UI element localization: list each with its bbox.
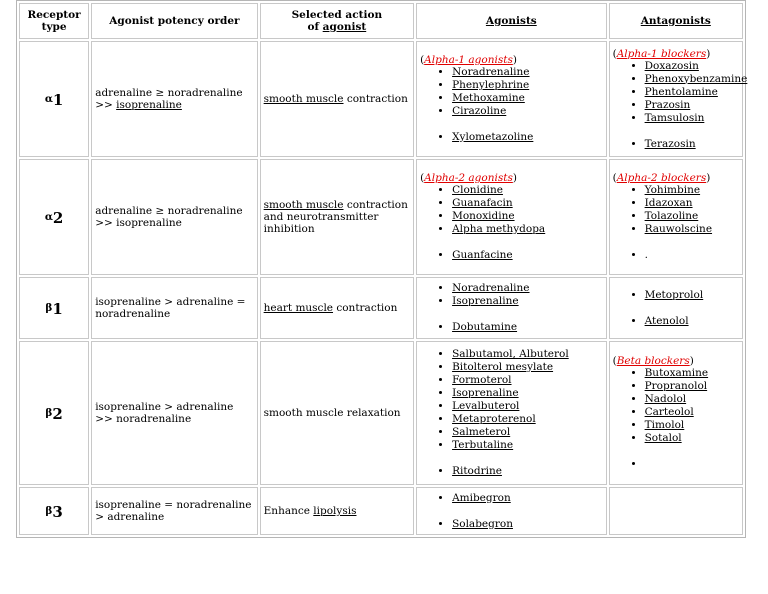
header-agonist-potency: Agonist potency order <box>91 3 257 39</box>
agonist-item-link[interactable]: Levalbuterol <box>452 400 520 412</box>
list-item <box>452 79 603 92</box>
antagonist-category-link[interactable]: Beta blockers <box>616 355 690 367</box>
list-item <box>645 315 739 328</box>
agonist-spacer <box>420 452 603 465</box>
agonist-category-close: ) <box>512 172 517 184</box>
list-item <box>645 432 739 445</box>
list-item <box>452 400 603 413</box>
agonist-item-link[interactable]: Salbutamol, Albuterol <box>452 348 569 360</box>
antagonist-item-link[interactable]: Yohimbine <box>644 184 701 196</box>
receptor-symbol: β <box>45 301 53 314</box>
list-item <box>645 60 739 73</box>
list-item <box>645 393 739 406</box>
antagonist-category-open: ( <box>612 47 617 60</box>
antagonist-extra-list <box>613 315 739 328</box>
agonist-item-link[interactable]: Cirazoline <box>452 105 507 117</box>
header-selected-action-prefix: of <box>307 21 323 33</box>
list-item <box>645 138 739 151</box>
antagonist-item-link[interactable]: Nadolol <box>644 393 687 405</box>
antagonist-category-close: ) <box>689 355 694 367</box>
agonists-cell <box>416 41 607 157</box>
agonist-spacer <box>420 236 603 249</box>
antagonists-header-link[interactable]: Antagonists <box>640 15 711 27</box>
agonist-item-link[interactable]: Formoterol <box>452 374 512 386</box>
antagonist-list <box>613 289 739 302</box>
potency-cell <box>91 41 257 157</box>
potency-cell <box>91 341 257 485</box>
header-agonists[interactable] <box>416 3 607 39</box>
antagonist-spacer <box>613 445 739 458</box>
list-item <box>452 92 603 105</box>
antagonist-extra-list <box>613 458 739 471</box>
agonist-item-link[interactable]: Terbutaline <box>452 439 514 451</box>
agonist-item-link[interactable]: Monoxidine <box>452 210 515 222</box>
list-item <box>645 458 739 471</box>
potency-link[interactable]: isoprenaline <box>116 99 182 111</box>
agonist-category-link[interactable]: Alpha-2 agonists <box>424 172 513 184</box>
antagonist-item-link[interactable]: Metoprolol <box>644 288 704 301</box>
list-item <box>452 413 603 426</box>
agonist-link[interactable]: agonist <box>322 21 367 33</box>
list-item <box>452 321 603 334</box>
list-item <box>645 367 739 380</box>
agonist-extra-list <box>420 131 603 144</box>
agonist-item-link[interactable]: Isoprenaline <box>452 387 519 399</box>
receptor-subscript: 2 <box>52 404 63 423</box>
list-item <box>645 223 739 236</box>
list-item <box>452 210 603 223</box>
potency-cell <box>91 159 257 275</box>
list-item <box>452 105 603 118</box>
agonist-item-link[interactable]: Methoxamine <box>452 92 525 104</box>
agonist-spacer <box>420 505 603 518</box>
antagonist-category <box>613 355 739 367</box>
antagonists-cell <box>609 277 743 339</box>
receptor-symbol: β <box>45 406 53 419</box>
agonists-cell <box>416 159 607 275</box>
agonist-item-link[interactable]: Phenylephrine <box>452 79 530 91</box>
list-item <box>645 289 739 302</box>
agonist-list <box>420 184 603 236</box>
header-selected-action-line1: Selected action <box>291 9 383 21</box>
antagonists-cell <box>609 159 743 275</box>
antagonist-item-link[interactable]: Sotalol <box>644 432 682 444</box>
list-item <box>452 426 603 439</box>
agonist-item-link[interactable]: Noradrenaline <box>452 66 530 78</box>
antagonist-spacer <box>613 302 739 315</box>
antagonist-category-open: ( <box>612 355 617 367</box>
agonist-item-link[interactable]: Amibegron <box>452 491 511 504</box>
antagonist-extra-list <box>613 249 739 262</box>
list-item <box>645 380 739 393</box>
receptor-symbol: α <box>44 92 53 105</box>
action-text: Enhance <box>263 505 314 517</box>
agonist-list <box>420 66 603 118</box>
list-item <box>452 439 603 452</box>
agonists-cell <box>416 277 607 339</box>
antagonist-item-link[interactable]: Tamsulosin <box>644 111 705 124</box>
agonist-category <box>420 54 603 66</box>
antagonist-item-link[interactable]: Doxazosin <box>644 59 699 72</box>
header-row <box>19 3 743 39</box>
list-item <box>645 249 739 262</box>
potency-text: isoprenaline = noradrenaline > adrenaline <box>95 499 252 523</box>
agonist-extra-link[interactable]: Ritodrine <box>452 465 502 477</box>
list-item <box>645 210 739 223</box>
table-row <box>19 41 743 157</box>
antagonist-category <box>613 48 739 60</box>
receptor-type-cell <box>19 277 89 339</box>
action-link[interactable]: smooth muscle <box>263 93 344 105</box>
antagonist-extra-link: . <box>644 249 648 261</box>
agonist-category-close: ) <box>512 54 517 66</box>
antagonist-item-link[interactable]: Butoxamine <box>644 367 709 379</box>
receptor-symbol: α <box>44 210 53 223</box>
agonist-list <box>420 282 603 308</box>
antagonist-category-link[interactable]: Alpha-2 blockers <box>616 172 707 184</box>
agonist-category <box>420 172 603 184</box>
list-item <box>645 419 739 432</box>
agonist-spacer <box>420 308 603 321</box>
list-item <box>452 249 603 262</box>
potency-text: isoprenaline > adrenaline = noradrenaline <box>95 296 246 320</box>
antagonist-category-close: ) <box>706 47 711 60</box>
receptor-type-cell <box>19 159 89 275</box>
action-cell <box>260 277 414 339</box>
antagonist-item-link[interactable]: Idazoxan <box>644 197 693 209</box>
antagonist-item-link[interactable]: Phenoxybenzamine <box>644 72 748 85</box>
antagonist-spacer <box>613 236 739 249</box>
action-cell <box>260 159 414 275</box>
adrenergic-receptor-table <box>16 0 746 538</box>
table-row <box>19 341 743 485</box>
antagonist-spacer <box>613 125 739 138</box>
agonist-extra-list <box>420 249 603 262</box>
antagonists-cell <box>609 341 743 485</box>
receptor-subscript: 1 <box>52 299 63 318</box>
receptor-type-cell <box>19 41 89 157</box>
list-item <box>644 72 748 86</box>
header-receptor-type: Receptor type <box>19 3 89 39</box>
antagonist-list <box>613 367 739 445</box>
action-text: smooth muscle relaxation <box>263 407 401 419</box>
list-item <box>645 99 739 112</box>
table-row <box>19 487 743 535</box>
list-item <box>452 518 603 531</box>
action-link[interactable]: heart muscle <box>263 302 334 314</box>
antagonists-cell <box>609 487 743 535</box>
agonist-list <box>420 492 603 505</box>
list-item <box>452 387 603 400</box>
list-item <box>452 131 603 144</box>
receptor-table-container <box>16 0 746 538</box>
agonist-item-link[interactable]: Metaproterenol <box>452 413 536 425</box>
header-selected-action <box>260 3 414 39</box>
receptor-symbol: β <box>45 504 53 517</box>
table-row <box>19 277 743 339</box>
agonist-extra-link[interactable]: Xylometazoline <box>452 131 534 143</box>
agonist-item-link[interactable]: Clonidine <box>452 184 503 196</box>
agonist-item-link[interactable]: Isoprenaline <box>452 295 519 307</box>
agonists-cell <box>416 341 607 485</box>
agonists-header-link[interactable]: Agonists <box>485 15 537 27</box>
agonist-extra-list <box>420 465 603 478</box>
list-item <box>452 197 603 210</box>
agonist-item-link[interactable]: Bitolterol mesylate <box>452 361 554 373</box>
antagonist-item-link[interactable]: Phentolamine <box>644 85 718 98</box>
receptor-subscript: 3 <box>52 502 63 521</box>
receptor-subscript: 2 <box>52 208 64 227</box>
antagonist-item-link[interactable]: Prazosin <box>644 98 691 111</box>
agonist-item-link[interactable]: Salmeterol <box>452 426 511 438</box>
antagonist-category-close: ) <box>706 172 711 184</box>
receptor-type-cell <box>19 341 89 485</box>
list-item <box>452 282 603 295</box>
agonist-item-link[interactable]: Alpha methydopa <box>452 223 546 235</box>
action-text: contraction <box>333 302 398 314</box>
antagonist-category-link[interactable]: Alpha-1 blockers <box>616 47 707 60</box>
list-item <box>452 66 603 79</box>
antagonist-extra-list <box>613 138 739 151</box>
action-cell <box>260 41 414 157</box>
agonist-extra-list <box>420 321 603 334</box>
potency-cell <box>91 277 257 339</box>
antagonist-item-link[interactable]: Timolol <box>644 419 685 431</box>
antagonist-item-link[interactable]: Carteolol <box>644 406 694 418</box>
antagonist-list <box>613 59 748 125</box>
agonist-category-open: ( <box>420 54 425 66</box>
antagonist-list <box>613 184 739 236</box>
action-text: contraction <box>343 93 408 105</box>
list-item <box>452 492 603 505</box>
header-antagonists[interactable] <box>609 3 743 39</box>
antagonist-extra-link[interactable]: Atenolol <box>644 314 689 327</box>
action-link[interactable]: smooth muscle <box>263 199 344 211</box>
antagonist-item-link[interactable]: Tolazoline <box>644 210 699 222</box>
action-cell <box>260 487 414 535</box>
agonist-item-link[interactable]: Guanafacin <box>452 197 513 209</box>
list-item <box>645 197 739 210</box>
potency-text: adrenaline ≥ noradrenaline >> <box>95 87 243 111</box>
agonist-category-link[interactable]: Alpha-1 agonists <box>424 54 513 66</box>
table-row <box>19 159 743 275</box>
list-item <box>452 361 603 374</box>
list-item <box>645 112 739 125</box>
list-item <box>452 465 603 478</box>
antagonist-item-link[interactable]: Propranolol <box>644 380 708 392</box>
action-cell <box>260 341 414 485</box>
agonist-extra-link[interactable]: Dobutamine <box>452 321 518 333</box>
agonist-category-open: ( <box>420 172 425 184</box>
receptor-type-cell <box>19 487 89 535</box>
list-item <box>645 86 739 99</box>
list-item <box>452 348 603 361</box>
list-item <box>645 184 739 197</box>
receptor-subscript: 1 <box>52 90 64 109</box>
list-item <box>452 295 603 308</box>
list-item <box>452 374 603 387</box>
agonist-extra-list <box>420 518 603 531</box>
agonist-extra-link[interactable]: Guanfacine <box>452 249 513 261</box>
agonist-extra-link[interactable]: Solabegron <box>452 517 513 530</box>
antagonists-cell <box>609 41 748 157</box>
action-link[interactable]: lipolysis <box>313 505 357 517</box>
agonist-item-link[interactable]: Noradrenaline <box>452 282 530 294</box>
potency-cell <box>91 487 257 535</box>
action-text: contraction and neurotransmitter inhibition <box>263 199 408 235</box>
list-item <box>452 184 603 197</box>
potency-text: adrenaline ≥ noradrenaline >> isoprenaline <box>95 205 243 229</box>
agonists-cell <box>416 487 607 535</box>
list-item <box>645 406 739 419</box>
potency-text: isoprenaline > adrenaline >> noradrenaline <box>95 401 234 425</box>
antagonist-category <box>613 172 739 184</box>
agonist-list <box>420 348 603 452</box>
antagonist-category-open: ( <box>612 172 617 184</box>
agonist-spacer <box>420 118 603 131</box>
antagonist-extra-link[interactable]: Terazosin <box>644 137 696 150</box>
antagonist-item-link[interactable]: Rauwolscine <box>644 223 713 235</box>
list-item <box>452 223 603 236</box>
